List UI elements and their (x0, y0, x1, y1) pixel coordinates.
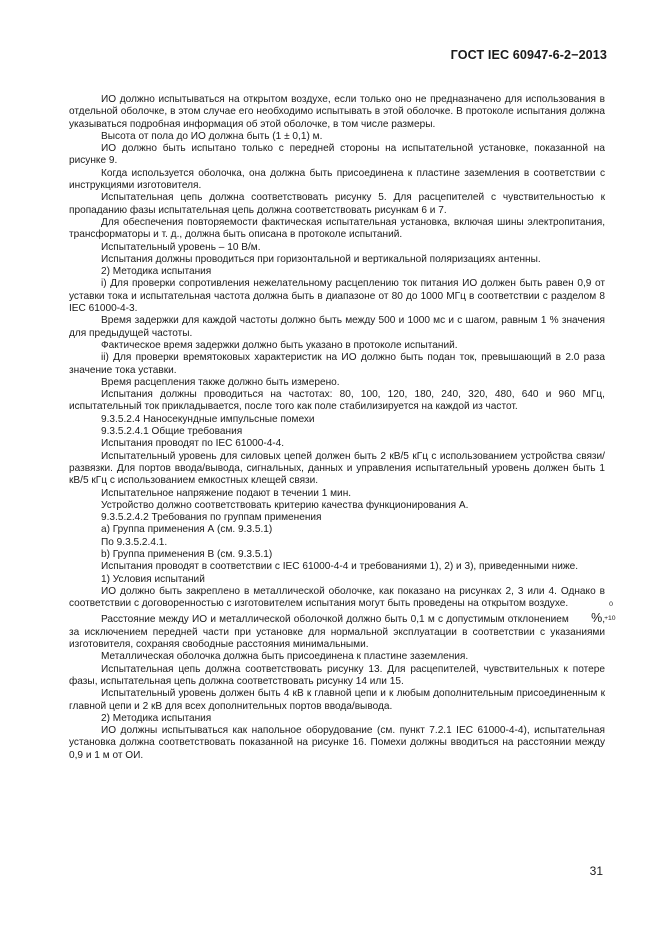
paragraph: а) Группа применения А (см. 9.3.5.1) (101, 524, 273, 536)
tolerance-text-after: , за исключением передней части при установке для нормальной эксплуатации в соответствии с указаниями изготовителя, сохраняя свободные расстояния минимальными. (69, 614, 605, 651)
page-number: 31 (589, 864, 603, 878)
paragraph: Испытательный уровень для силовых цепей должен быть 2 кВ/5 кГц с использованием устройства связи/развязки. Для портов ввода/вывода, сигнальных, данных и управления испытательный уровень должен быть 1 кВ/5 кГц с использованием емкостных клещей связи. (69, 450, 605, 487)
paragraph: Испытания проводят в соответствии с IEC 61000-4-4 и требованиями 1), 2) и 3), приведенными ниже. (101, 561, 579, 573)
paragraph: Фактическое время задержки должно быть указано в протоколе испытаний. (101, 339, 458, 351)
paragraph: 2) Методика испытания (101, 266, 212, 278)
paragraph: ИО должно быть закреплено в металлической оболочке, как показано на рисунках 2, 3 или 4. Однако в соответствии с договоренностью с изготовителем испытания могут быть проведены на открытом воздухе. (69, 585, 605, 610)
paragraph: Металлическая оболочка должна быть присоединена к пластине заземления. (101, 651, 469, 663)
paragraph: Время расцепления также должно быть измерено. (101, 376, 340, 388)
paragraph: b) Группа применения В (см. 9.3.5.1) (101, 548, 273, 560)
paragraph: Испытания должны проводиться при горизонтальной и вертикальной поляризациях антенны. (101, 253, 541, 265)
paragraph: Испытательная цепь должна соответствовать рисунку 13. Для расцепителей, чувствительных к потере фазы, испытательная цепь должна соответствовать рисунку 14 или 15. (69, 663, 605, 687)
paragraph: Испытательный уровень должен быть 4 кВ к главной цепи и к любым дополнительным присоединенным к главной цепи и 2 кВ для всех дополнительных портов ввода/вывода. (69, 688, 605, 712)
paragraph: ИО должны испытываться как напольное оборудование (см. пункт 7.2.1 IEC 61000-4-4), испытательная установка должна соответствовать показанной на рисунке 16. Помехи должны вводиться на расстоянии между 0,9 и 1 м от ОИ. (69, 725, 605, 761)
paragraph: Испытательная цепь должна соответствовать рисунку 5. Для расцепителей с чувствительностью к пропаданию фазы испытательная цепь должна соответствовать рисункам 6 и 7. (69, 192, 605, 216)
section-heading: 9.3.5.2.4.2 Требования по группам применения (101, 512, 322, 524)
paragraph: Устройство должно соответствовать критерию качества функционирования А. (101, 499, 469, 511)
section-heading: 9.3.5.2.4.1 Общие требования (101, 426, 243, 438)
paragraph: Когда используется оболочка, она должна быть присоединена к пластине заземления в соответствии с инструкциями изготовителя. (69, 167, 605, 192)
paragraph: Испытательное напряжение подают в течении 1 мин. (101, 487, 352, 499)
paragraph: Испытания проводят по IEC 61000-4-4. (101, 438, 285, 450)
paragraph: Для обеспечения повторяемости фактическая испытательная установка, включая шины электропитания, трансформаторы и т. д., должна быть описана в протоколе испытаний. (69, 216, 605, 241)
paragraph: i) Для проверки сопротивления нежелательному расцеплению ток питания ИО должен быть равен 0,9 от уставки тока и испытательная частота должна быть в диапазоне от 80 до 1000 МГц в соответствии с разделом 8 IEC 61000-4-3. (69, 278, 605, 315)
tolerance-text-before: Расстояние между ИО и металлической оболочкой должно быть 0,1 м с допустимым отклонением (101, 614, 573, 626)
paragraph: Время задержки для каждой частоты должно быть между 500 и 1000 мс и с шагом, равным 1 % значения для предыдущей частоты. (69, 315, 605, 339)
standard-title: ГОСТ IEC 60947-6-2−2013 (450, 48, 607, 62)
tolerance-paragraph (69, 601, 616, 651)
paragraph: Высота от пола до ИО должна быть (1 ± 0,1) м. (101, 130, 323, 142)
tolerance-upper: 0 (609, 601, 613, 609)
paragraph: 1) Условия испытаний (101, 573, 205, 585)
paragraph: ИО должно испытываться на открытом воздухе, если только оно не предназначено для использования в отдельной оболочке, в этом случае его необходимо испытывать в этой оболочке. В протоколе испытания должна указываться подробная информация об этой оболочке, в том числе размеры. (69, 94, 605, 130)
body-text (69, 94, 616, 762)
paragraph: По 9.3.5.2.4.1. (101, 536, 168, 548)
tolerance-lower: +10 (604, 615, 616, 623)
paragraph: Испытательный уровень – 10 В/м. (101, 241, 261, 253)
paragraph: Испытания должны проводиться на частотах: 80, 100, 120, 180, 240, 320, 480, 640 и 960 МГц, испытательный ток прикладывается, после того как поле стабилизируется на каждой из частот. (69, 389, 605, 413)
tolerance-value (572, 601, 616, 623)
section-heading: 9.3.5.2.4 Наносекундные импульсные помехи (101, 413, 315, 425)
paragraph: 2) Методика испытания (101, 712, 212, 724)
paragraph: ii) Для проверки времятоковых характеристик на ИО должно быть подан ток, превышающий в 2.0 раза значение тока уставки. (69, 352, 605, 376)
percent-sign: % (591, 611, 603, 626)
paragraph: ИО должно быть испытано только с передней стороны на испытательной установке, показанной на рисунке 9. (69, 143, 605, 167)
